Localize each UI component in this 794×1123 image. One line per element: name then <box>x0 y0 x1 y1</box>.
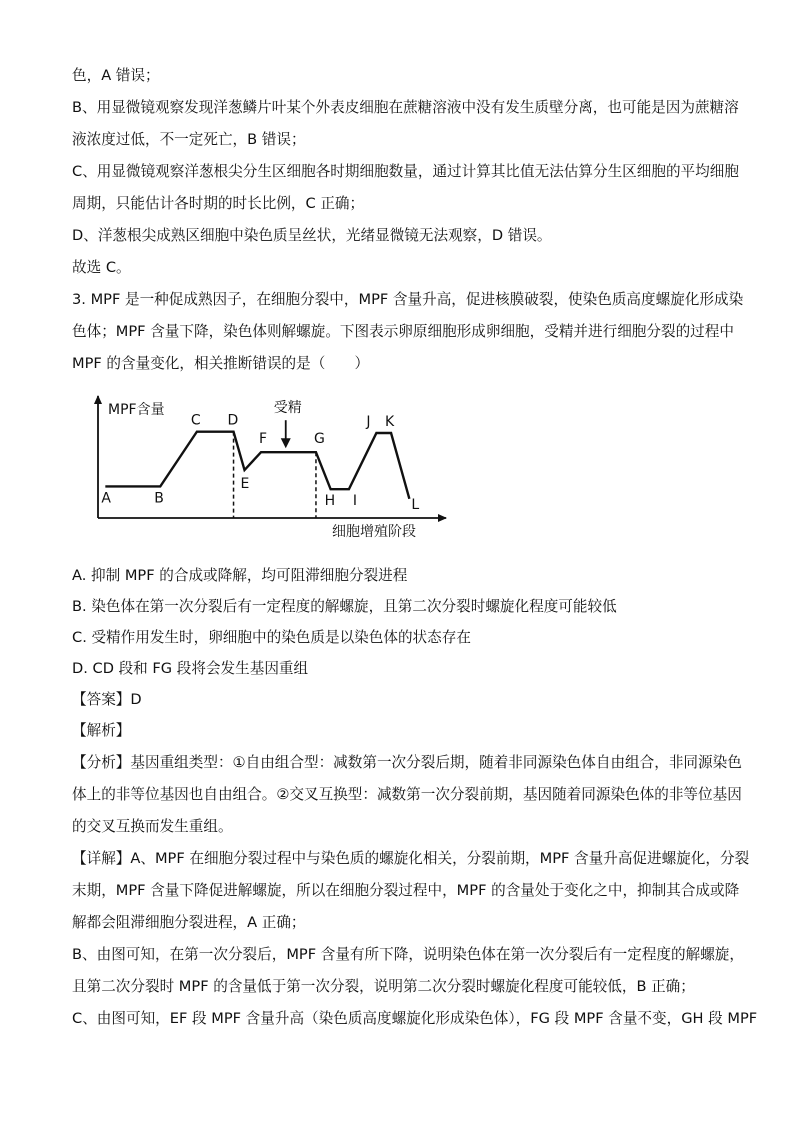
text-line: 故选 C。 <box>72 259 131 276</box>
question-stem: 3. MPF 是一种促成熟因子，在细胞分裂中，MPF 含量升高，促进核膜破裂，使染色质高度螺旋化形成染 <box>72 291 744 308</box>
y-axis-label: MPF含量 <box>108 402 165 418</box>
point-label-c: C <box>190 412 201 429</box>
text-line: B、用显微镜观察发现洋葱鳞片叶某个外表皮细胞在蔗糖溶液中没有发生质壁分离，也可能是因为蔗糖溶 <box>72 99 739 116</box>
analysis-line: 解都会阻滞细胞分裂进程，A 正确； <box>72 914 306 931</box>
analysis-title: 【解析】 <box>72 722 131 739</box>
analysis-line: 且第二次分裂时 MPF 的含量低于第一次分裂，说明第二次分裂时螺旋化程度可能较低，B 正确； <box>72 978 695 995</box>
analysis-line: B、由图可知，在第一次分裂后，MPF 含量有所下降，说明染色体在第一次分裂后有一定程度的解螺旋， <box>72 946 744 963</box>
analysis-line: 末期，MPF 含量下降促进解螺旋，所以在细胞分裂过程中，MPF 的含量处于变化之中，抑制其合成或降 <box>72 882 740 899</box>
fertilization-arrow-head <box>281 438 291 448</box>
fertilization-label: 受精 <box>273 400 302 417</box>
answer-tag: 【答案】 <box>72 691 131 708</box>
point-label-i: I <box>352 493 358 510</box>
question-stem: MPF 的含量变化，相关推断错误的是（ ） <box>72 355 370 372</box>
option-a: A. 抑制 MPF 的合成或降解，均可阻滞细胞分裂进程 <box>72 567 408 584</box>
point-label-b: B <box>154 490 164 507</box>
analysis-line: 体上的非等位基因也自由组合。②交叉互换型：减数第一次分裂前期，基因随着同源染色体的非等位基因 <box>72 786 742 803</box>
text-line: 周期，只能估计各时期的时长比例，C 正确； <box>72 195 365 212</box>
option-d: D. CD 段和 FG 段将会发生基因重组 <box>72 660 309 677</box>
text-line: D、洋葱根尖成熟区细胞中染色质呈丝状，光绪显微镜无法观察，D 错误。 <box>72 227 552 244</box>
question-stem: 色体；MPF 含量下降，染色体则解螺旋。下图表示卵原细胞形成卵细胞，受精并进行细胞分裂的过程中 <box>72 323 734 340</box>
point-label-l: L <box>411 496 420 513</box>
point-label-k: K <box>385 414 395 431</box>
point-label-d: D <box>227 412 239 429</box>
mpf-curve <box>105 432 409 499</box>
text-line: 液浓度过低，不一定死亡，B 错误； <box>72 131 306 148</box>
point-label-g: G <box>313 431 325 448</box>
point-label-e: E <box>240 476 250 493</box>
point-label-h: H <box>324 493 336 510</box>
option-b: B. 染色体在第一次分裂后有一定程度的解螺旋，且第二次分裂时螺旋化程度可能较低 <box>72 598 617 615</box>
answer-line <box>72 690 732 710</box>
point-label-j: J <box>366 414 371 431</box>
analysis-line: 的交叉互换而发生重组。 <box>72 818 233 835</box>
analysis-line: C、由图可知，EF 段 MPF 含量升高（染色质高度螺旋化形成染色体），FG 段 MPF 含量不变，GH 段 MPF <box>72 1010 758 1027</box>
answer-value: D <box>130 691 142 708</box>
text-line: 色，A 错误； <box>72 67 160 84</box>
analysis-line: 【详解】A、MPF 在细胞分裂过程中与染色质的螺旋化相关，分裂前期，MPF 含量升高促进螺旋化，分裂 <box>72 850 750 867</box>
option-c: C. 受精作用发生时，卵细胞中的染色质是以染色体的状态存在 <box>72 629 471 646</box>
text-line: C、用显微镜观察洋葱根尖分生区细胞各时期细胞数量，通过计算其比值无法估算分生区细胞的平均细胞 <box>72 163 739 180</box>
point-label-a: A <box>101 490 111 507</box>
x-axis-label: 细胞增殖阶段 <box>332 524 416 540</box>
mpf-chart <box>90 388 470 548</box>
point-label-f: F <box>259 431 268 448</box>
analysis-line: 【分析】基因重组类型：①自由组合型：减数第一次分裂后期，随着非同源染色体自由组合，非同源染色 <box>72 754 742 771</box>
